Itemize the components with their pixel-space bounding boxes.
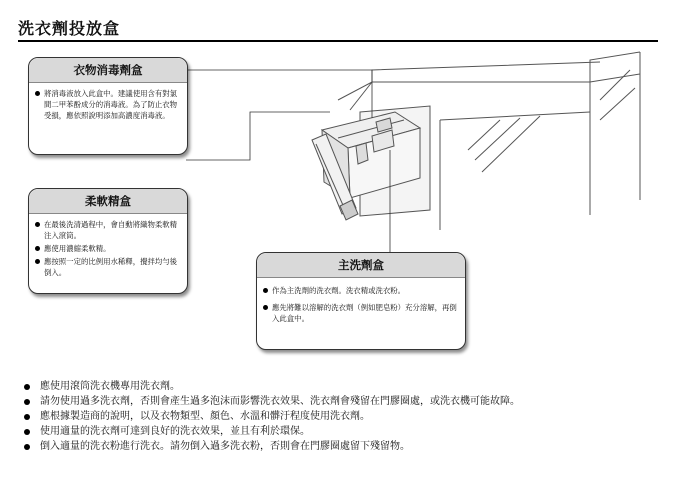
note-item: 應使用滾筒洗衣機專用洗衣劑。 [22, 380, 642, 394]
note-item: 倒入適量的洗衣粉進行洗衣。請勿倒入過多洗衣粉，否則會在門膠圈處留下殘留物。 [22, 440, 642, 454]
note-item: 使用適量的洗衣劑可達到良好的洗衣效果，並且有利於環保。 [22, 425, 642, 439]
callout-title: 主洗劑盒 [257, 253, 465, 278]
callout-bullet: 將消毒液放入此盒中。建議使用含有對氯間二甲苯酚成分的消毒液。為了防止衣物受損，應依照說明添加高濃度消毒液。 [35, 88, 181, 121]
callout-main-wash-box [256, 252, 466, 350]
usage-notes-list [22, 380, 642, 455]
callout-bullet: 作為主洗劑的洗衣劑。洗衣精或洗衣粉。 [263, 285, 459, 296]
page-title: 洗衣劑投放盒 [18, 19, 121, 38]
callout-bullet: 應使用濃縮柔軟精。 [35, 243, 181, 254]
callout-bullet: 應先將難以溶解的洗衣劑（例如肥皂粉）充分溶解，再倒入此盒中。 [263, 302, 459, 324]
callout-softener-box [28, 188, 188, 294]
callout-bullet: 在最後洗清過程中，會自動將織物柔軟精注入滾筒。 [35, 219, 181, 241]
callout-title: 柔軟精盒 [29, 189, 187, 214]
note-item: 請勿使用過多洗衣劑，否則會產生過多泡沫而影響洗衣效果、洗衣劑會殘留在門膠圈處，或洗衣機可能故障。 [22, 395, 642, 409]
note-item: 應根據製造商的說明，以及衣物類型、顏色、水溫和髒汙程度使用洗衣劑。 [22, 410, 642, 424]
callout-title: 衣物消毒劑盒 [29, 58, 187, 83]
callout-disinfectant-box [28, 57, 188, 155]
callout-bullet: 應按照一定的比例用水稀釋，攪拌均勻後倒入。 [35, 256, 181, 278]
